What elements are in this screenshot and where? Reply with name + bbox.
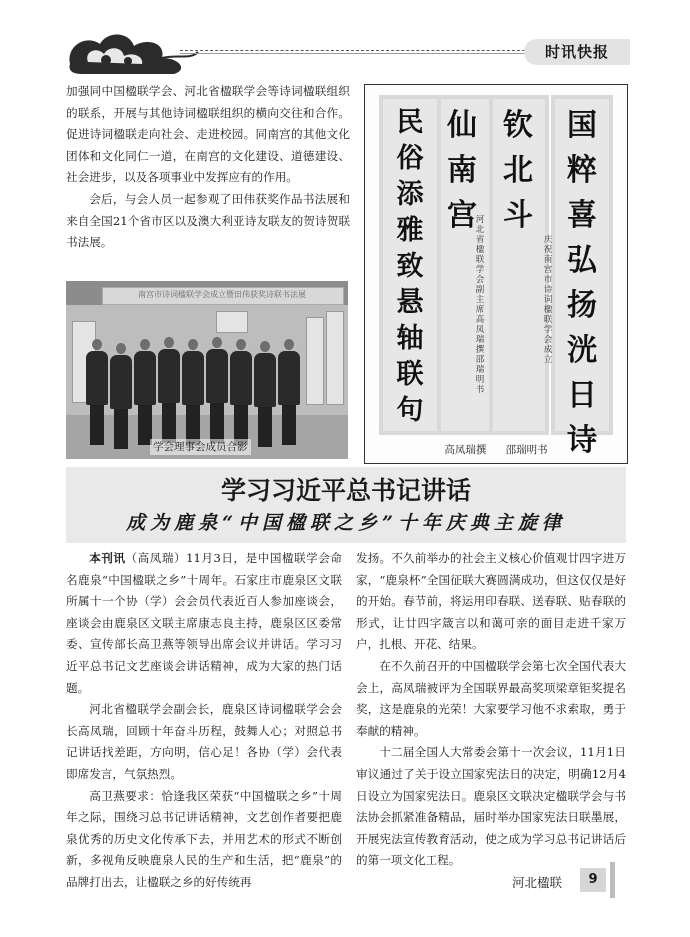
inscription-left: 河 北 省 楹 联 学 会 副 主 席 高 凤 瑞 撰 邵 瑞 明 书	[475, 215, 485, 395]
photo-person	[134, 339, 156, 445]
photo-person	[206, 337, 228, 443]
paragraph: 在不久前召开的中国楹联学会第七次全国代表大会上，高凤瑞被评为全国联界最高奖项梁章钜奖提名奖，这是鹿泉的光荣！大家要学习他不求索取，勇于奉献的精神。	[356, 658, 626, 738]
paragraph: 高卫燕要求：恰逢我区荣获“中国楹联之乡”十周年之际，围绕习总书记讲话精神，文艺创作者要把鹿泉优秀的历史文化传承下去，并用艺术的形式不断创新，多视角反映鹿泉人民的生产和生活，把“鹿泉”的品牌打出去，让楹联之乡的好传统再	[66, 788, 342, 889]
page-edge-bar	[610, 862, 615, 898]
photo-person	[86, 339, 108, 445]
paragraph: 会后，与会人员一起参观了田伟获奖作品书法展和来自全国21个省市区以及澳大利亚诗友联友的贺诗贺联书法展。	[66, 191, 350, 250]
paragraph: 十二届全国人大常委会第十一次会议，11月1日审议通过了关于设立国家宪法日的决定，明确12月4日设立为国家宪法日。鹿泉区文联决定楹联学会与书法协会抓紧准备精品，届时举办国家宪法日联墨展，开展宪法宣传教育活动，使之成为学习总书记讲话后的第一项文化工程。	[356, 745, 626, 868]
article-column-right	[356, 548, 626, 872]
couplet-left-text: 民 俗 添 雅 致 悬 轴 联 句	[396, 107, 424, 426]
lead-label: 本刊讯	[89, 551, 126, 565]
calligraphy-calligrapher: 邵瑞明书	[505, 444, 548, 456]
couplet-right-text: 国 粹 喜 弘 扬 洸 日 诗	[567, 108, 597, 458]
photo-person	[110, 343, 132, 449]
article-headline: 学习习近平总书记讲话	[220, 476, 471, 505]
header-rule	[180, 53, 540, 54]
photo-calligraphy-frame	[216, 311, 248, 333]
group-photo	[66, 281, 348, 459]
couplet-mid-right-text: 钦 北 斗	[503, 108, 533, 233]
paragraph: 本刊讯（高凤瑞）11月3日，是中国楹联学会命名鹿泉“中国楹联之乡”十周年。石家庄市鹿泉区文联所属十一个协（学）会会员代表近百人参加座谈会，座谈会由鹿泉区文联主席康志良主持，鹿泉区区委常委、宣传部长高卫燕等领导出席会议并讲话。学习习近平总书记文艺座谈会讲话精神，成为大家的热门话题。	[66, 551, 342, 695]
journal-name: 河北楹联	[512, 875, 563, 890]
article-subhead: 成为鹿泉“中国楹联之乡”十年庆典主旋律	[126, 512, 566, 534]
photo-person	[182, 339, 204, 445]
header-dashed-rule	[180, 50, 540, 51]
top-left-text	[66, 81, 350, 254]
calligraphy-author: 高凤瑞撰	[444, 444, 487, 456]
photo-banner-text: 南宫市诗词楹联学会成立暨田伟获奖诗联书法展	[138, 290, 306, 299]
calligraphy-panel	[364, 84, 628, 464]
photo-person	[278, 339, 300, 445]
photo-person	[158, 337, 180, 443]
paragraph: 加强同中国楹联学会、河北省楹联学会等诗词楹联组织的联系，开展与其他诗词楹联组织的横向交往和合作。促进诗词楹联走向社会、走进校园。同南宫的其他文化团体和文化同仁一道，在南宫的文化建设、道德建设、社会进步，以及各项事业中发挥应有的作用。	[66, 84, 350, 185]
photo-calligraphy-frame	[306, 317, 324, 405]
photo-caption: 学会理事会成员合影	[150, 439, 251, 455]
inscription-right: 庆 祝 南 宫 市 诗 词 楹 联 学 会 成 立	[543, 235, 553, 365]
headline-band	[66, 467, 626, 543]
section-tag: 时讯快报	[524, 39, 630, 65]
calligraphy-caption	[365, 442, 627, 457]
paragraph: 河北省楹联学会副会长，鹿泉区诗词楹联学会会长高凤瑞，回顾十年奋斗历程，鼓舞人心；对照总书记讲话找差距，方向明，信心足！各协（学）会代表即席发言，气氛热烈。	[66, 702, 342, 781]
couplet-mid-left-text: 仙 南 宫	[447, 108, 477, 233]
photo-calligraphy-frame	[326, 311, 344, 405]
photo-person	[254, 341, 276, 447]
page-number: 9	[580, 868, 606, 892]
article-column-left	[66, 548, 342, 894]
photo-person	[230, 339, 252, 445]
paragraph: 发扬。不久前举办的社会主义核心价值观廿四字进万家，“鹿泉杯”全国征联大赛圆满成功，但这仅仅是好的开始。春节前，将运用印春联、送春联、贴春联的形式，让廿四字箴言以和蔼可亲的面目走进千家万户，扎根、开花、结果。	[356, 551, 626, 652]
